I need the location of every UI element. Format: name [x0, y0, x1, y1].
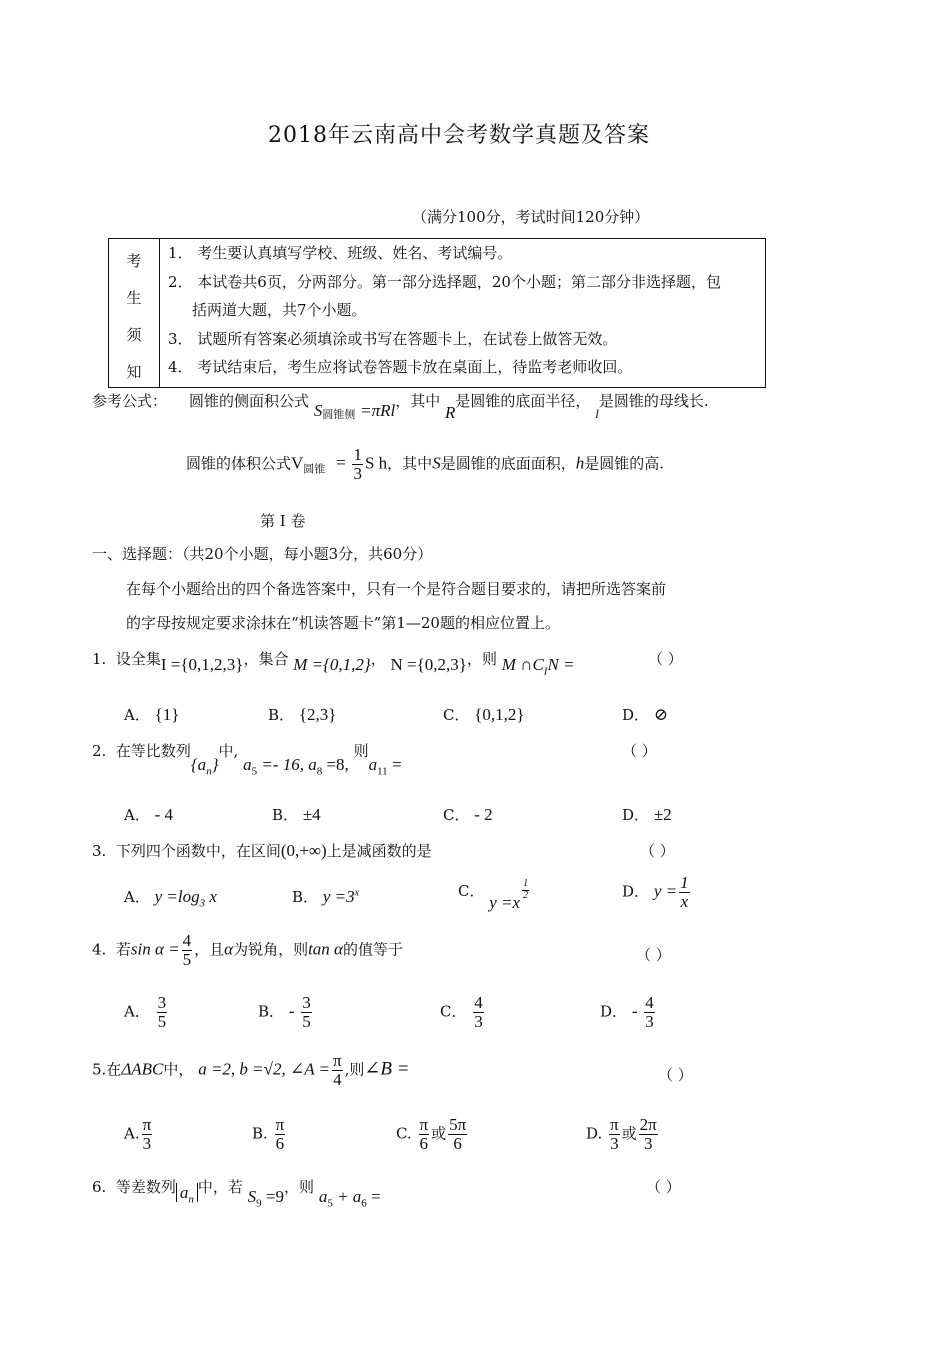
question-text: 若 — [115, 940, 131, 959]
choice-B[interactable] — [272, 804, 321, 825]
choice-fraction — [448, 1116, 467, 1153]
notice-rule: 4． 考试结束后，考生应将试卷答题卡放在桌面上，待监考老师收回。 — [168, 358, 633, 376]
seq-sub: n — [206, 765, 212, 778]
volume-fraction — [352, 446, 363, 483]
choice-A[interactable] — [124, 994, 169, 1031]
value-part: y =log — [154, 887, 200, 906]
question-text: ，且 — [194, 940, 225, 959]
var-S: S — [432, 453, 441, 473]
formula-line-2 — [186, 446, 664, 483]
choice-value: {0,1,2} — [474, 705, 525, 724]
fraction-numerator: π — [610, 1115, 619, 1134]
answer-paren: （ ） — [640, 842, 675, 860]
choice-value: ±4 — [302, 805, 321, 824]
notice-box — [108, 238, 766, 388]
ask-part: = — [387, 755, 402, 774]
lateral-sub: 圆锥侧 — [322, 408, 356, 421]
lateral-desc: 是圆锥的母线长. — [598, 392, 709, 410]
fraction-denominator: 3 — [353, 463, 362, 483]
formula-line-1 — [92, 390, 709, 422]
question-text: 设全集 — [115, 650, 161, 668]
fraction-denominator: 5 — [302, 1011, 311, 1031]
notice-rule: 3． 试题所有答案必须填涂或书写在答题卡上，在试卷上做答无效。 — [168, 329, 618, 348]
cond-sub: 8 — [316, 765, 323, 778]
sin-expr: sin α = — [130, 939, 180, 959]
ask-expr: ∠B = — [364, 1058, 410, 1080]
choice-A[interactable] — [124, 704, 179, 725]
sin-fraction — [182, 932, 193, 969]
question-3 — [92, 840, 432, 861]
choice-D[interactable] — [586, 1116, 660, 1153]
choice-label: C． — [443, 806, 470, 824]
notice-rule: 2． 本试卷共6页，分两部分。第一部分选择题，20个小题；第二部分非选择题，包 — [168, 272, 721, 291]
expr-part: N = — [547, 655, 575, 674]
cond-sub: 5 — [251, 765, 258, 778]
notice-rules — [160, 239, 766, 388]
choice-label: A. — [124, 1124, 140, 1143]
choice-value: y = — [653, 881, 678, 901]
formula-label: 参考公式： — [92, 392, 168, 410]
cond-part: a — [243, 755, 252, 774]
lateral-expr: =πRl — [360, 401, 396, 420]
seq-part: } — [211, 755, 219, 774]
question-text: ， — [370, 650, 386, 668]
fraction-numerator: π — [275, 1115, 285, 1134]
question-text: ，则 — [284, 1178, 315, 1196]
choice-label: B． — [292, 888, 319, 906]
exponent-fraction — [522, 879, 529, 901]
triangle: ΔABC — [121, 1059, 164, 1079]
fraction-numerator: 1 — [353, 445, 362, 464]
fraction-numerator: π — [419, 1115, 429, 1134]
question-2 — [92, 740, 402, 778]
sum-part: =9 — [261, 1187, 285, 1206]
notice-header-char: 生 — [126, 289, 142, 307]
question-number: 2. — [92, 742, 107, 760]
lateral-S: S — [313, 401, 323, 420]
fraction-numerator: 3 — [157, 993, 167, 1012]
fraction-denominator: x — [680, 891, 689, 911]
interval: (0,+∞) — [280, 841, 327, 860]
ask-sub: 11 — [377, 765, 388, 778]
or-text: 或 — [431, 1124, 447, 1143]
choice-label: B． — [272, 806, 299, 824]
fraction-denominator: 4 — [333, 1069, 342, 1089]
complement-expr — [501, 655, 575, 678]
question-number: 3. — [92, 842, 107, 860]
volume-desc: 是圆锥的底面面积， — [440, 454, 576, 473]
choice-label: A． — [124, 888, 150, 906]
var-R: R — [445, 403, 456, 422]
fraction-denominator: 5 — [157, 1011, 167, 1031]
notice-rule: 1． 考生要认真填写学校、班级、姓名、考试编号。 — [168, 244, 513, 262]
question-number: 6. — [92, 1178, 107, 1196]
question-text: 则 — [353, 742, 369, 760]
fraction-denominator: 3 — [643, 1133, 653, 1153]
section-heading: 一、选择题：（共20个小题，每小题3分，共60分） — [92, 545, 433, 563]
choice-fraction — [275, 1116, 286, 1153]
sequence — [176, 1183, 198, 1206]
notice-header — [109, 239, 160, 388]
choice-label: C． — [458, 882, 485, 900]
question-text: 为锐角，则 — [233, 940, 309, 959]
ask-expr — [368, 755, 402, 778]
choice-A[interactable] — [124, 886, 217, 909]
question-4 — [92, 932, 403, 969]
question-5 — [92, 1052, 410, 1089]
volume-text: 圆锥的体积公式 — [186, 454, 292, 473]
set-N: N ={0,2,3} — [390, 655, 467, 674]
choice-label: D． — [600, 1002, 628, 1021]
value-sub: 3 — [199, 897, 206, 910]
ask-expr — [318, 1187, 381, 1210]
ask-part: = — [366, 1187, 381, 1206]
question-1 — [92, 648, 575, 678]
choice-fraction — [473, 994, 484, 1031]
choice-value: ⊘ — [653, 705, 669, 724]
ask-part: a — [368, 755, 378, 774]
condition — [243, 755, 349, 778]
fraction-denominator: 5 — [182, 949, 192, 969]
choice-fraction — [419, 1116, 430, 1153]
choice-label: C. — [396, 1124, 412, 1143]
question-text: 等差数列 — [115, 1178, 176, 1196]
choice-C[interactable] — [443, 704, 525, 725]
cond-part: =- 16, a — [257, 755, 317, 774]
seq-part: a — [179, 1183, 189, 1202]
choice-C[interactable] — [443, 804, 493, 825]
fraction-numerator: 5π — [449, 1115, 467, 1134]
choice-C[interactable] — [396, 1116, 469, 1153]
fraction-numerator: 3 — [302, 993, 311, 1012]
choice-B[interactable] — [268, 704, 336, 725]
fraction-denominator: 3 — [142, 1133, 152, 1153]
volume-desc: ，其中 — [387, 454, 433, 473]
choice-fraction — [644, 994, 655, 1031]
choice-value — [323, 887, 359, 906]
choice-label: B. — [252, 1124, 268, 1143]
question-text: 中, — [218, 742, 239, 760]
volume-eq: = — [336, 453, 346, 473]
fraction-denominator: 3 — [610, 1133, 619, 1153]
fraction-denominator: 3 — [645, 1011, 654, 1031]
set-I: I ={0,1,2,3} — [160, 655, 244, 674]
sum-expr — [247, 1187, 285, 1210]
section-instructions: 在每个小题给出的四个备选答案中，只有一个是符合题目要求的，请把所选答案前 — [126, 580, 667, 598]
choice-value — [489, 878, 531, 912]
fraction-numerator: 4 — [645, 993, 654, 1012]
choice-value: - 2 — [474, 805, 493, 824]
expr-part: M ∩C — [501, 655, 544, 674]
answer-paren: （ ） — [658, 1066, 693, 1084]
choice-label: D. — [586, 1124, 603, 1143]
question-text: ，则 — [466, 650, 497, 668]
notice-header-char: 须 — [126, 326, 142, 344]
choice-A[interactable] — [124, 1116, 154, 1153]
choice-value — [154, 887, 217, 910]
expr-sub: I — [543, 665, 548, 678]
seq-sub: n — [188, 1193, 194, 1206]
question-number: 5.在 — [92, 1060, 122, 1079]
volume-Sh: S h — [364, 453, 388, 473]
part-heading: 第 I 卷 — [260, 512, 306, 530]
answer-paren: （ ） — [646, 1178, 681, 1196]
value-part: x — [205, 887, 217, 906]
fraction-denominator: 6 — [419, 1133, 429, 1153]
choice-sign: - — [288, 1001, 295, 1021]
fraction-numerator: 1 — [680, 873, 689, 892]
ask-part: a — [318, 1187, 328, 1206]
set-M — [293, 655, 370, 674]
notice-header-char: 知 — [126, 363, 142, 381]
choice-label: A． — [124, 1002, 150, 1021]
or-text: 或 — [621, 1124, 637, 1143]
question-text: 中， — [163, 1060, 194, 1079]
volume-desc: 是圆锥的高. — [584, 454, 664, 473]
answer-paren: （ ） — [636, 946, 671, 964]
question-number: 4. — [92, 940, 107, 959]
fraction-denominator: 3 — [474, 1011, 483, 1031]
fraction-numerator: 4 — [182, 931, 192, 950]
choice-D[interactable] — [622, 704, 668, 725]
choice-fraction — [609, 1116, 620, 1153]
choice-label: D． — [622, 882, 650, 901]
fraction-numerator: π — [333, 1051, 342, 1070]
volume-sub: 圆锥 — [303, 462, 326, 476]
choice-label: D． — [622, 706, 650, 724]
choice-D[interactable] — [622, 804, 672, 825]
choice-label: C． — [440, 1002, 467, 1021]
choice-fraction — [157, 994, 168, 1031]
value-part: y =3 — [322, 887, 355, 906]
sequence — [190, 755, 219, 778]
choice-label: A． — [124, 706, 150, 724]
question-6 — [92, 1176, 381, 1210]
fraction-numerator: 2π — [639, 1115, 657, 1134]
fraction-numerator: 4 — [474, 993, 483, 1012]
fraction-numerator: π — [142, 1115, 152, 1134]
ask-sub: 6 — [361, 1197, 367, 1210]
exam-info: （满分100分，考试时间120分钟） — [412, 208, 650, 226]
volume-V: V — [291, 453, 304, 473]
choice-label: C． — [443, 706, 470, 724]
section-instructions: 的字母按规定要求涂抹在“机读答题卡”第1—20题的相应位置上。 — [126, 614, 560, 632]
choice-C[interactable] — [458, 878, 531, 912]
notice-rule-cont: 括两道大题，共7个小题。 — [192, 301, 367, 319]
question-text: 下列四个函数中，在区间 — [115, 842, 281, 860]
choice-A[interactable] — [124, 804, 173, 825]
choice-label: B． — [268, 706, 295, 724]
notice-rule — [160, 296, 765, 325]
var-h: h — [575, 453, 585, 473]
set-M-expr: M ={0,1,2} — [293, 655, 371, 674]
choice-D[interactable] — [600, 994, 657, 1031]
sum-part: S — [247, 1187, 257, 1206]
question-text: 上是减函数的是 — [326, 842, 432, 860]
choice-B[interactable] — [258, 994, 314, 1031]
choice-fraction — [639, 1116, 658, 1153]
notice-header-char: 考 — [126, 252, 142, 270]
var-l: l — [595, 406, 599, 421]
choice-value: {1} — [154, 705, 180, 724]
question-text: 在等比数列 — [115, 742, 191, 760]
choice-fraction — [301, 994, 312, 1031]
question-text: ，集合 — [243, 650, 289, 668]
choice-value: ±2 — [653, 805, 672, 824]
choice-label: D． — [622, 806, 650, 824]
choice-value: - 4 — [154, 805, 174, 824]
tan-expr: tan α — [308, 939, 343, 959]
page-title: 2018年云南高中会考数学真题及答案 — [268, 123, 650, 148]
cond-part: =8, — [322, 755, 349, 774]
answer-paren: （ ） — [622, 742, 657, 760]
choice-D[interactable] — [622, 874, 692, 911]
choice-C[interactable] — [440, 994, 486, 1031]
answer-paren: （ ） — [648, 650, 683, 668]
alpha: α — [224, 939, 234, 959]
lateral-text: 圆锥的侧面积公式 — [189, 392, 310, 410]
seq-part: {a — [190, 755, 207, 774]
choice-fraction — [142, 1116, 153, 1153]
choice-fraction — [679, 874, 690, 911]
fraction-numerator: 1 — [523, 878, 529, 890]
choice-value: {2,3} — [298, 705, 337, 724]
value-sup: x — [354, 887, 360, 899]
question-number: 1. — [92, 650, 107, 668]
fraction-denominator: 6 — [453, 1133, 462, 1153]
value-part: y =x — [489, 893, 521, 912]
question-text: 中，若 — [197, 1178, 243, 1196]
fraction-denominator: 6 — [275, 1133, 285, 1153]
choice-B[interactable] — [252, 1116, 287, 1153]
choice-label: B． — [258, 1002, 285, 1021]
question-text: 的值等于 — [342, 940, 403, 959]
ask-sub: 5 — [327, 1197, 333, 1210]
angle-fraction — [332, 1052, 343, 1089]
ask-part: + a — [332, 1187, 362, 1206]
choice-label: A． — [124, 806, 150, 824]
sum-sub: 9 — [256, 1197, 262, 1210]
fraction-denominator: 2 — [523, 889, 529, 901]
condition: a =2, b =√2, ∠A = — [198, 1059, 331, 1079]
question-text: ,则 — [344, 1060, 365, 1079]
lateral-desc: ，其中 — [395, 392, 441, 410]
choice-sign: - — [631, 1001, 638, 1021]
lateral-desc: 是圆锥的底面半径， — [455, 392, 591, 410]
choice-B[interactable] — [292, 886, 359, 907]
